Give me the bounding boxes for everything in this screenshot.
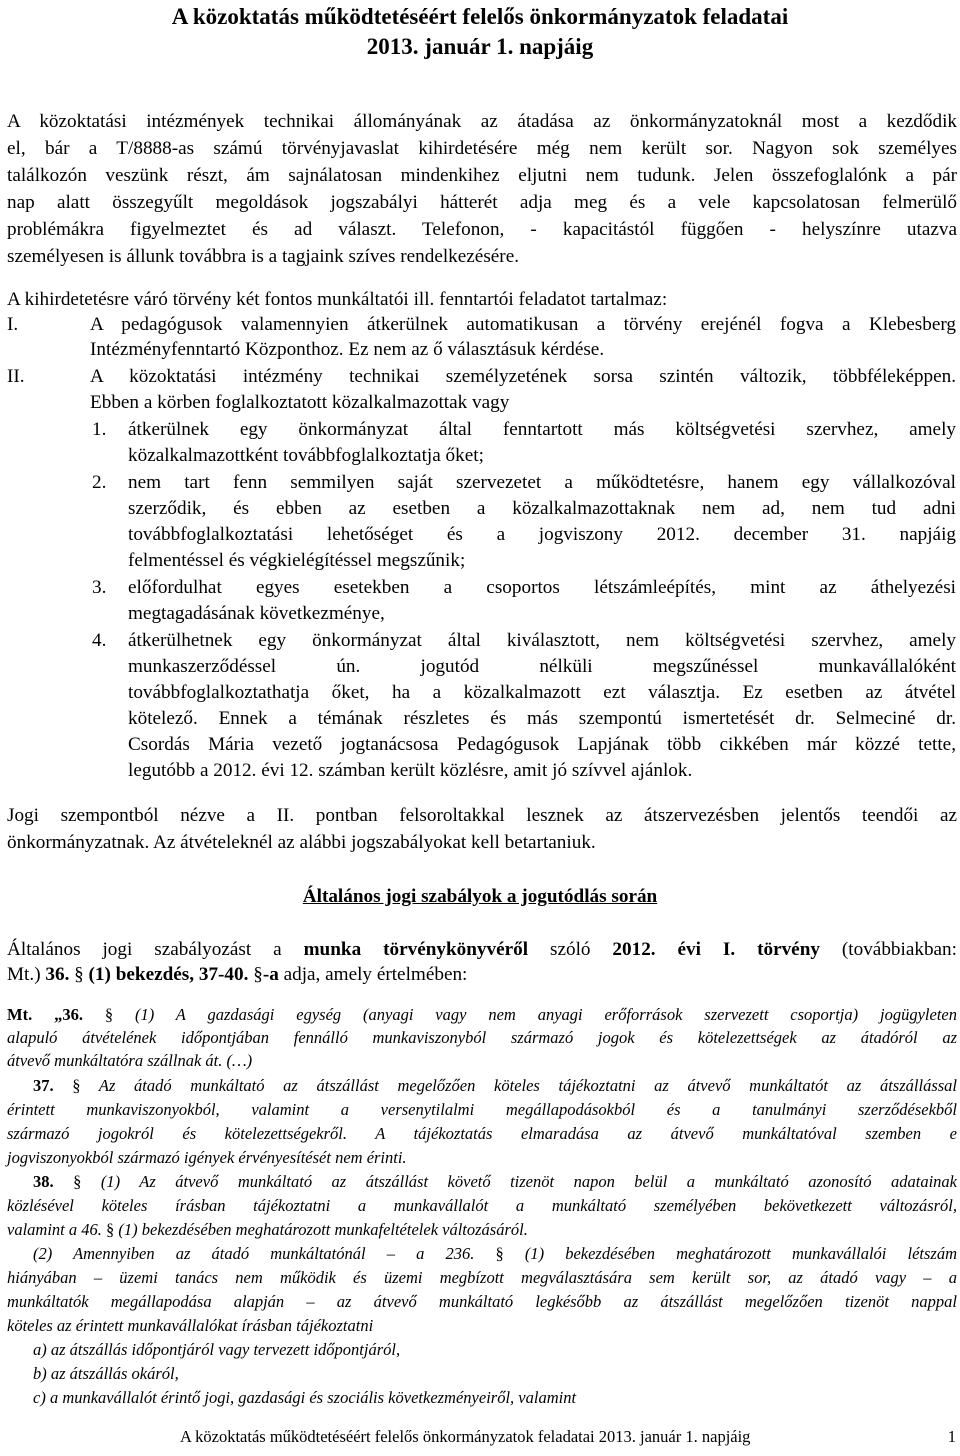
general-act-ref: 2012. évi I. törvény	[612, 939, 820, 960]
footer-text: A közoktatás működtetéséért felelős önkormányzatok feladatai 2013. január 1. napjáig	[180, 1427, 751, 1446]
option-2-line-2: szerződik, és ebben az esetben a közalkalmazottaknak nem ad, nem tud adni	[128, 498, 956, 519]
general-text: szóló	[528, 939, 613, 960]
quote-line-14: köteles az érintett munkavállalókat írásban tájékoztatni	[7, 1316, 374, 1335]
intro-line-2: el, bár a T/8888-as számú törvényjavaslat kihirdetésére még nem került sor. Nagyon sok személyes	[7, 138, 957, 159]
general-text: (továbbiakban:	[819, 939, 957, 960]
item-i-label: I.	[7, 314, 19, 335]
title-line-1: A közoktatás működtetéséért felelős önkormányzatok feladatai	[171, 4, 789, 29]
option-4-line-6: legutóbb a 2012. évi 12. számban került közlésre, amit jó szívvel ajánlok.	[128, 760, 693, 781]
quote-ref: 37.	[33, 1076, 73, 1095]
option-4-line-5: Csordás Mária vezető jogtanácsosa Pedagógusok Lapjának több cikkében már közzé tette,	[128, 734, 956, 755]
quote-line-8	[33, 1171, 957, 1193]
duties-lead: A kihirdetetésre váró törvény két fontos munkáltatói ill. fenntartói feladatot tartalmaz:	[7, 289, 668, 310]
section-sign: §	[104, 1005, 114, 1024]
option-4-line-3: továbbfoglalkoztathatja őket, ha a közalkalmazott ezt választja. Ez esetben az átvétel	[128, 682, 956, 703]
option-3-line-2: megtagadásának következménye,	[128, 603, 385, 624]
quote-line-3: átvevő munkáltatóra szállnak át. (…)	[7, 1051, 253, 1070]
item-i-line-2: Intézményfenntartó Központhoz. Ez nem az ő választásuk kérdése.	[90, 339, 605, 360]
section-sign: §	[495, 1244, 504, 1263]
section-sign: §	[72, 1076, 81, 1095]
general-line-2	[7, 963, 957, 987]
quote-ref: 38.	[33, 1172, 74, 1191]
item-ii-line-2: Ebben a körben foglalkoztatott közalkalmazottak vagy	[90, 392, 510, 413]
option-4-line-1: átkerülhetnek egy önkormányzat által kiválasztott, nem költségvetési szervhez, amely	[128, 630, 956, 651]
item-ii-line-1: A közoktatási intézmény technikai személyzetének sorsa szintén változik, többféleképpen.	[90, 366, 956, 387]
general-text: adja, amely értelmében:	[278, 964, 468, 985]
option-4-label: 4.	[92, 630, 107, 651]
title-line-2: 2013. január 1. napjáig	[366, 34, 594, 59]
intro-line-3: találkozón veszünk részt, ám sajnálatosan mindenkihez eljutni nem tudunk. Jelen összefoglalónk a pár	[7, 165, 957, 186]
option-1-label: 1.	[92, 419, 107, 440]
quote-line-9: közlésével köteles írásban tájékoztatni a munkavállalót a munkáltató személyében bekövetkezett változásról,	[7, 1196, 957, 1215]
option-4-line-4: kötelező. Ennek a témának részletes és más szempontú ismertetését dr. Selmeciné dr.	[128, 708, 956, 729]
item-i-line-1: A pedagógusok valamennyien átkerülnek automatikusan a törvény erejénél fogva a Klebesberg	[90, 314, 956, 335]
option-3-label: 3.	[92, 577, 107, 598]
section-heading: Általános jogi szabályok a jogutódlás során	[302, 886, 658, 907]
general-section-ref: (1) bekezdés, 37-40.	[83, 964, 254, 985]
option-2-label: 2.	[92, 472, 107, 493]
quote-line-5: érintett munkaviszonyokból, valamint a versenytilalmi megállapodásokból és a tanulmányi szerződésekből	[7, 1100, 957, 1119]
quote-line-17: c) a munkavállalót érintő jogi, gazdasági és szociális következményeiről, valamint	[33, 1388, 577, 1407]
quote-line-2: alapuló átvételének időpontjában fennálló munkaviszonyból származó jogok és kötelezettségek az átadóról az	[7, 1028, 957, 1047]
quote-text: (1) A gazdasági egység (anyagi vagy nem anyagi erőforrások szervezett csoportja) jogügyleten	[113, 1005, 957, 1024]
general-text: Általános jogi szabályozást a	[7, 939, 304, 960]
intro-line-5: problémákra figyelmeztet és ad választ. Telefonon, - kapacitástól függően - helyszínre utazva	[7, 219, 957, 240]
quote-line-13: munkáltatók megállapodása alapján – az átvevő munkáltató legkésőbb az átszállást megelőzően tizenöt nappal	[7, 1292, 957, 1311]
quote-text: Az átadó munkáltató az átszállást megelőzően köteles tájékoztatni az átvevő munkáltatót az átszállással	[80, 1076, 957, 1095]
section-sign: §	[73, 1172, 82, 1191]
quote-line-12: hiányában – üzemi tanács nem működik és üzemi megbízott megválasztására sem került sor, az átadó vagy – a	[7, 1268, 957, 1287]
section-sign: §	[106, 1220, 115, 1239]
general-line-1	[7, 938, 957, 962]
option-3-line-1: előfordulhat egyes esetekben a csoportos létszámleépítés, mint az áthelyezési	[128, 577, 956, 598]
quote-text: (2) Amennyiben az átadó munkáltatónál – a 236.	[33, 1244, 496, 1263]
quote-text: valamint a 46.	[7, 1220, 106, 1239]
intro-line-6: személyesen is állunk továbbra is a tagjaink szíves rendelkezésére.	[7, 246, 520, 267]
quote-text: (1) bekezdésében meghatározott munkafeltételek változásáról.	[114, 1220, 528, 1239]
quote-line-10	[7, 1219, 957, 1241]
general-text: Mt.)	[7, 964, 46, 985]
option-2-line-3: továbbfoglalkoztatási lehetőséget és a jogviszony 2012. december 31. napjáig	[128, 524, 956, 545]
quote-line-11	[33, 1243, 957, 1265]
item-ii-label: II.	[7, 366, 25, 387]
legal-line-2: önkormányzatnak. Az átvételeknél az alábbi jogszabályokat kell betartaniuk.	[7, 832, 596, 853]
quote-text: (1) Az átvevő munkáltató az átszállást követő tizenöt napon belül a munkáltató azonosító adatainak	[81, 1172, 957, 1191]
intro-line-4: nap alatt összegyűlt megoldások jogszabályi hátterét adja meg és a vele kapcsolatosan felmerülő	[7, 192, 957, 213]
quote-text: (1) bekezdésében meghatározott munkavállalói létszám	[503, 1244, 957, 1263]
section-sign: §	[253, 964, 263, 985]
intro-line-1: A közoktatási intézmények technikai állományának az átadása az önkormányzatoknál most a kezdődik	[7, 111, 957, 132]
quote-line-7: jogviszonyokból származó igények érvényesítését nem érinti.	[7, 1148, 407, 1167]
quote-ref: Mt. „36.	[7, 1005, 105, 1024]
option-1-line-1: átkerülnek egy önkormányzat által fenntartott más költségvetési szervhez, amely	[128, 419, 956, 440]
option-2-line-1: nem tart fenn semmilyen saját szervezetet a működtetésre, hanem egy vállalkozóval	[128, 472, 956, 493]
quote-line-6: származó jogokról és kötelezettségekről. A tájékoztatás elmaradása az átvevő munkáltatóval szemben e	[7, 1124, 957, 1143]
option-1-line-2: közalkalmazottként továbbfoglalkoztatja őket;	[128, 445, 484, 466]
page-number: 1	[947, 1427, 956, 1446]
general-labor-code: munka törvénykönyvéről	[303, 939, 529, 960]
legal-line-1: Jogi szempontból nézve a II. pontban felsoroltakkal lesznek az átszervezésben jelentős teendői az	[7, 805, 957, 826]
option-2-line-4: felmentéssel és végkielégítéssel megszűnik;	[128, 550, 466, 571]
option-4-line-2: munkaszerződéssel ún. jogutód nélküli megszűnéssel munkavállalóként	[128, 656, 956, 677]
quote-line-1	[7, 1004, 957, 1026]
section-sign: §	[74, 964, 84, 985]
quote-line-15: a) az átszállás időpontjáról vagy tervezett időpontjáról,	[33, 1340, 401, 1359]
general-section-ref: -a	[262, 964, 279, 985]
quote-line-4	[33, 1075, 957, 1097]
general-section-ref: 36.	[45, 964, 75, 985]
quote-line-16: b) az átszállás okáról,	[33, 1364, 179, 1383]
